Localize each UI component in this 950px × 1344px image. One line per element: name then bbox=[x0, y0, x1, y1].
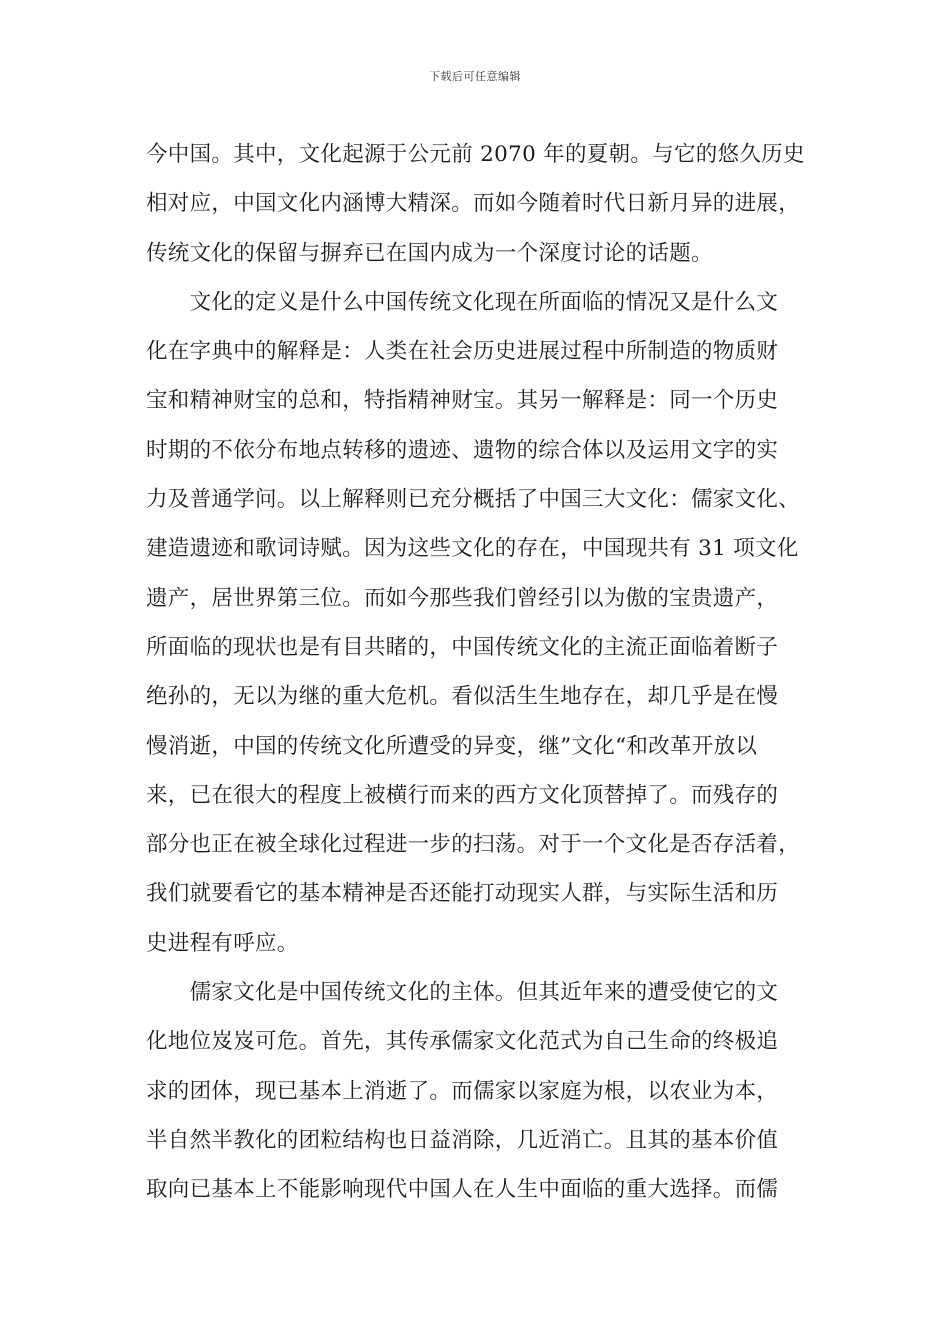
text-line: 取向已基本上不能影响现代中国人在人生中面临的重大选择。而儒 bbox=[146, 1177, 779, 1203]
text-line: 绝孙的，无以为继的重大危机。看似活生生地存在，却几乎是在慢 bbox=[146, 684, 779, 710]
text-line: 所面临的现状也是有目共睹的，中国传统文化的主流正面临着断子 bbox=[146, 634, 779, 660]
text-line: 化地位岌岌可危。首先，其传承儒家文化范式为自己生命的终极追 bbox=[146, 1029, 779, 1055]
paragraph-3 bbox=[146, 968, 806, 1214]
text-line: 化在字典中的解释是：人类在社会历史进展过程中所制造的物质财 bbox=[146, 339, 779, 365]
text-line: 半自然半教化的团粒结构也日益消除，几近消亡。且其的基本价值 bbox=[146, 1127, 779, 1153]
text-line: 传统文化的保留与摒弃已在国内成为一个深度讨论的话题。 bbox=[146, 240, 713, 266]
text-line: 慢消逝，中国的传统文化所遭受的异变，继”文化“和改革开放以 bbox=[146, 733, 758, 759]
document-body bbox=[146, 130, 806, 1215]
page-header: 下载后可任意编辑 bbox=[429, 70, 521, 83]
text-line: 来，已在很大的程度上被横行而来的西方文化顶替掉了。而残存的 bbox=[146, 782, 779, 808]
text-line: 时期的不依分布地点转移的遗迹、遗物的综合体以及运用文字的实 bbox=[146, 437, 779, 463]
paragraph-2 bbox=[146, 278, 806, 968]
text-line: 相对应，中国文化内涵博大精深。而如今随着时代日新月异的进展， bbox=[146, 191, 801, 217]
text-line: 儒家文化是中国传统文化的主体。但其近年来的遭受使它的文 bbox=[146, 980, 779, 1006]
text-line: 文化的定义是什么中国传统文化现在所面临的情况又是什么文 bbox=[146, 289, 779, 315]
text-line: 今中国。其中，文化起源于公元前 2070 年的夏朝。与它的悠久历史 bbox=[146, 142, 805, 167]
text-line: 建造遗迹和歌词诗赋。因为这些文化的存在，中国现共有 31 项文化 bbox=[146, 536, 799, 562]
text-line: 史进程有呼应。 bbox=[146, 930, 299, 956]
text-line: 部分也正在被全球化过程进一步的扫荡。对于一个文化是否存活着， bbox=[146, 832, 801, 858]
text-line: 遗产，居世界第三位。而如今那些我们曾经引以为傲的宝贵遗产， bbox=[146, 585, 779, 611]
text-line: 求的团体，现已基本上消逝了。而儒家以家庭为根，以农业为本， bbox=[146, 1078, 779, 1104]
text-line: 力及普通学问。以上解释则已充分概括了中国三大文化：儒家文化、 bbox=[146, 487, 801, 513]
paragraph-1 bbox=[146, 130, 806, 278]
text-line: 宝和精神财宝的总和，特指精神财宝。其另一解释是：同一个历史 bbox=[146, 388, 779, 414]
text-line: 我们就要看它的基本精神是否还能打动现实人群，与实际生活和历 bbox=[146, 881, 779, 907]
